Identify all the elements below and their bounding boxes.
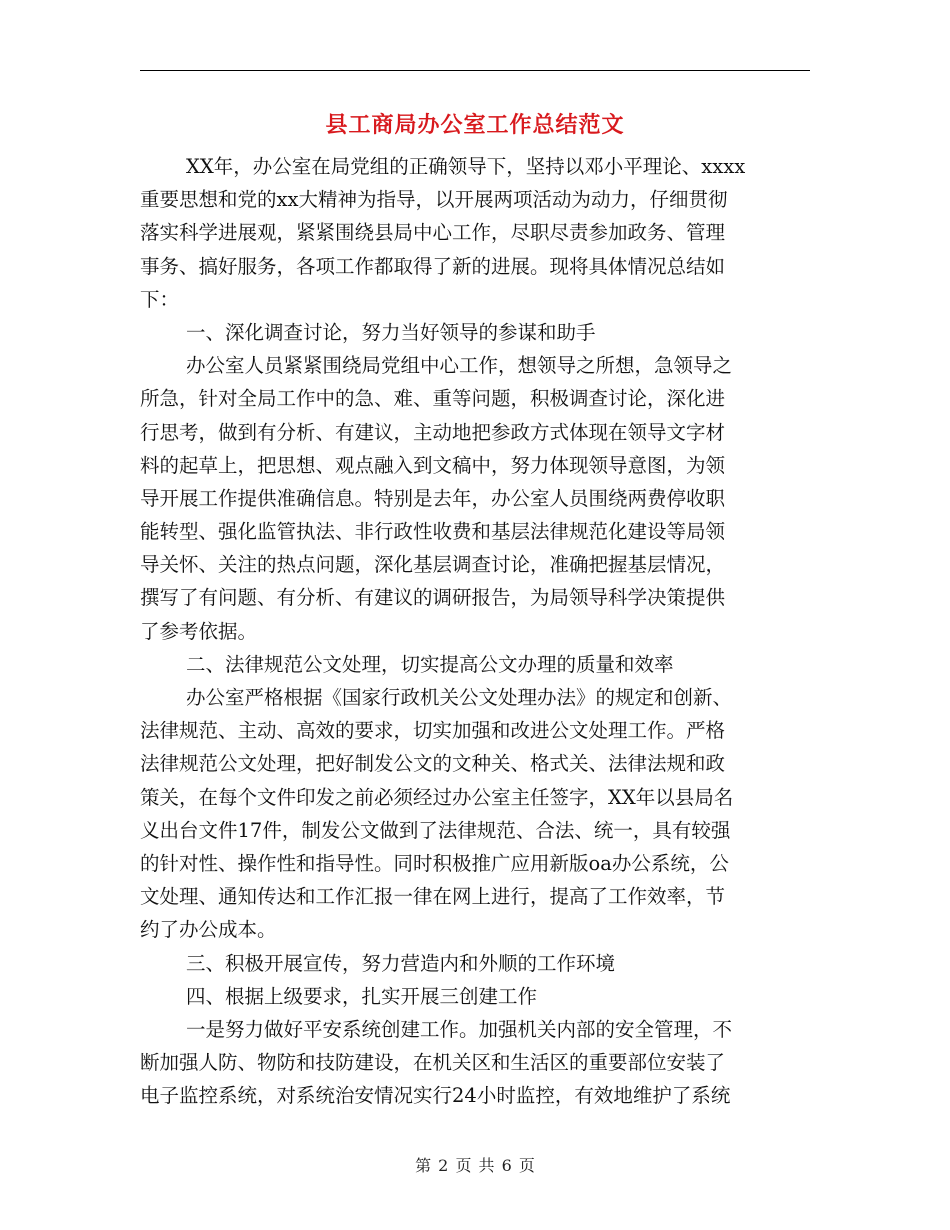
paragraph-line: 一是努力做好平安系统创建工作。加强机关内部的安全管理，不 [186, 1017, 733, 1041]
paragraph-line: 断加强人防、物防和技防建设，在机关区和生活区的重要部位安装了 [140, 1051, 726, 1075]
paragraph-line: 导开展工作提供准确信息。特别是去年，办公室人员围绕两费停收职 [140, 486, 726, 510]
paragraph-line: 义出台文件17件，制发公文做到了法律规范、合法、统一，具有较强 [140, 818, 731, 842]
paragraph-line: 落实科学进展观，紧紧围绕县局中心工作，尽职尽责参加政务、管理 [140, 221, 726, 245]
section-heading: 一、深化调查讨论，努力当好领导的参谋和助手 [186, 320, 596, 344]
page-number: 第 2 页 共 6 页 [415, 1156, 535, 1175]
section-heading: 二、法律规范公文处理，切实提高公文办理的质量和效率 [186, 652, 674, 676]
header-rule [140, 70, 810, 71]
section-heading: 四、根据上级要求，扎实开展三创建工作 [186, 984, 538, 1008]
section-heading: 三、积极开展宣传，努力营造内和外顺的工作环境 [186, 951, 616, 975]
paragraph-line: 法律规范、主动、高效的要求，切实加强和改进公文处理工作。严格 [140, 719, 726, 743]
paragraph-line: 了参考依据。 [140, 619, 258, 643]
document-body [140, 150, 810, 1112]
paragraph-line: 导关怀、关注的热点问题，深化基层调查讨论，准确把握基层情况， [140, 553, 726, 577]
paragraph-line: 行思考，做到有分析、有建议，主动地把参政方式体现在领导文字材 [140, 420, 726, 444]
paragraph-line: 事务、搞好服务，各项工作都取得了新的进展。现将具体情况总结如 [140, 254, 726, 278]
paragraph-line: 下： [140, 287, 180, 311]
paragraph-line: 料的起草上，把思想、观点融入到文稿中，努力体现领导意图，为领 [140, 453, 726, 477]
paragraph-line: 重要思想和党的xx大精神为指导，以开展两项活动为动力，仔细贯彻 [140, 188, 728, 212]
paragraph-line: 文处理、通知传达和工作汇报一律在网上进行，提高了工作效率，节 [140, 885, 726, 909]
paragraph-line: 办公室严格根据《国家行政机关公文处理办法》的规定和创新、 [186, 686, 733, 709]
paragraph-line: XX年，办公室在局党组的正确领导下，坚持以邓小平理论、xxxx [186, 155, 746, 178]
paragraph-line: 办公室人员紧紧围绕局党组中心工作，想领导之所想，急领导之 [186, 354, 733, 378]
paragraph-line: 电子监控系统，对系统治安情况实行24小时监控，有效地维护了系统 [140, 1084, 731, 1108]
paragraph-line: 策关，在每个文件印发之前必须经过办公室主任签字，XX年以县局名 [140, 785, 734, 809]
document-title: 县工商局办公室工作总结范文 [325, 112, 625, 138]
paragraph-line: 所急，针对全局工作中的急、难、重等问题，积极调查讨论，深化进 [140, 387, 726, 411]
paragraph-line: 能转型、强化监管执法、非行政性收费和基层法律规范化建设等局领 [140, 520, 726, 544]
paragraph-line: 撰写了有问题、有分析、有建议的调研报告，为局领导科学决策提供 [140, 586, 726, 610]
paragraph-line: 法律规范公文处理，把好制发公文的文种关、格式关、法律法规和政 [140, 752, 726, 776]
paragraph-line: 的针对性、操作性和指导性。同时积极推广应用新版oa办公系统，公 [140, 851, 729, 875]
paragraph-line: 约了办公成本。 [140, 918, 277, 942]
